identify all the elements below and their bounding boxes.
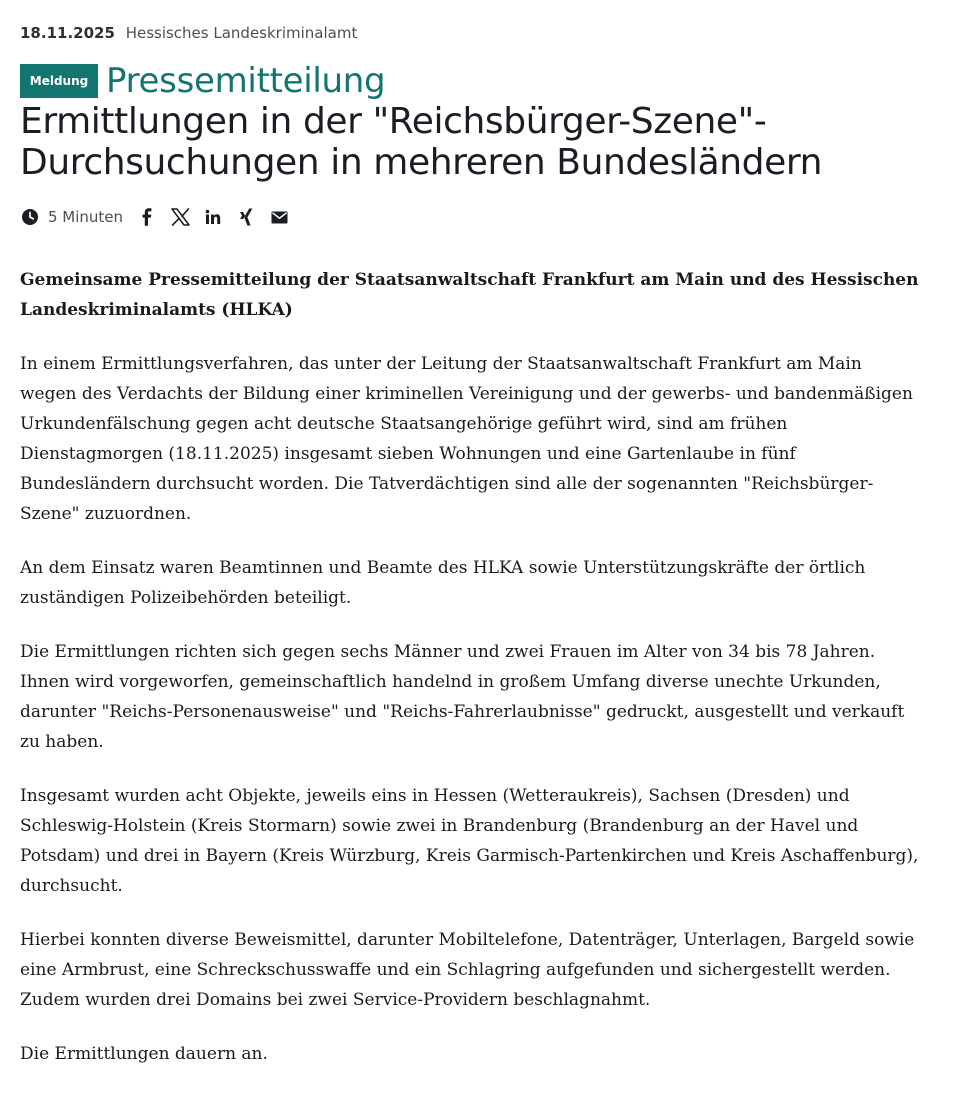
publish-date: 18.11.2025 — [20, 24, 115, 42]
title-line-1: Ermittlungen in der "Reichsbürger-Szene"- — [20, 101, 767, 142]
article-page — [20, 22, 920, 1093]
article-body — [20, 265, 920, 1069]
email-icon[interactable] — [269, 207, 289, 227]
body-paragraph: An dem Einsatz waren Beamtinnen und Beamte des HLKA sowie Unterstützungskräfte der örtlich zuständigen Polizeibehörden beteiligt. — [20, 558, 866, 608]
body-paragraph: Insgesamt wurden acht Objekte, jeweils eins in Hessen (Wetteraukreis), Sachsen (Dresden) und Schleswig-Holstein (Kreis Stormarn) sowie zwei in Brandenburg (Brandenburg an der Havel und Potsdam) und drei in Bayern (Kreis Würzburg, Kreis Garmisch-Partenkirchen und Kreis Aschaffenburg), durchsucht. — [20, 786, 919, 896]
article-type-label: Pressemitteilung — [106, 61, 386, 101]
facebook-icon[interactable] — [137, 207, 157, 227]
xing-icon[interactable] — [236, 207, 256, 227]
clock-icon — [20, 207, 40, 227]
x-icon[interactable] — [170, 207, 190, 227]
share-bar — [20, 205, 920, 229]
page-title — [20, 101, 920, 183]
article-meta — [20, 22, 920, 44]
category-badge: Meldung — [20, 64, 98, 98]
article-kind — [20, 63, 920, 99]
publisher-name: Hessisches Landeskriminalamt — [125, 24, 358, 42]
reading-time: 5 Minuten — [48, 208, 124, 226]
body-paragraph: Die Ermittlungen dauern an. — [20, 1044, 268, 1064]
title-line-2: Durchsuchungen in mehreren Bundesländern — [20, 142, 823, 183]
body-paragraph: Die Ermittlungen richten sich gegen sechs Männer und zwei Frauen im Alter von 34 bis 78 Jahren. Ihnen wird vorgeworfen, gemeinschaftlich handelnd in großem Umfang diverse unechte Urkunden, darunter "Reichs-Personenausweise" und "Reichs-Fahrerlaubnisse" gedruckt, ausgestellt und verkauft zu haben. — [20, 642, 905, 752]
lead-paragraph: Gemeinsame Pressemitteilung der Staatsanwaltschaft Frankfurt am Main und des Hessischen Landeskriminalamts (HLKA) — [20, 270, 919, 320]
linkedin-icon[interactable] — [203, 207, 223, 227]
body-paragraph: In einem Ermittlungsverfahren, das unter der Leitung der Staatsanwaltschaft Frankfurt am Main wegen des Verdachts der Bildung einer kriminellen Vereinigung und der gewerbs- und bandenmäßigen Urkundenfälschung gegen acht deutsche Staatsangehörige geführt wird, sind am frühen Dienstagmorgen (18.11.2025) insgesamt sieben Wohnungen und eine Gartenlaube in fünf Bundesländern durchsucht worden. Die Tatverdächtigen sind alle der sogenannten "Reichsbürger-Szene" zuzuordnen. — [20, 354, 913, 524]
body-paragraph: Hierbei konnten diverse Beweismittel, darunter Mobiltelefone, Datenträger, Unterlagen, Bargeld sowie eine Armbrust, eine Schreckschusswaffe und ein Schlagring aufgefunden und sichergestellt werden. Zudem wurden drei Domains bei zwei Service-Providern beschlagnahmt. — [20, 930, 915, 1010]
